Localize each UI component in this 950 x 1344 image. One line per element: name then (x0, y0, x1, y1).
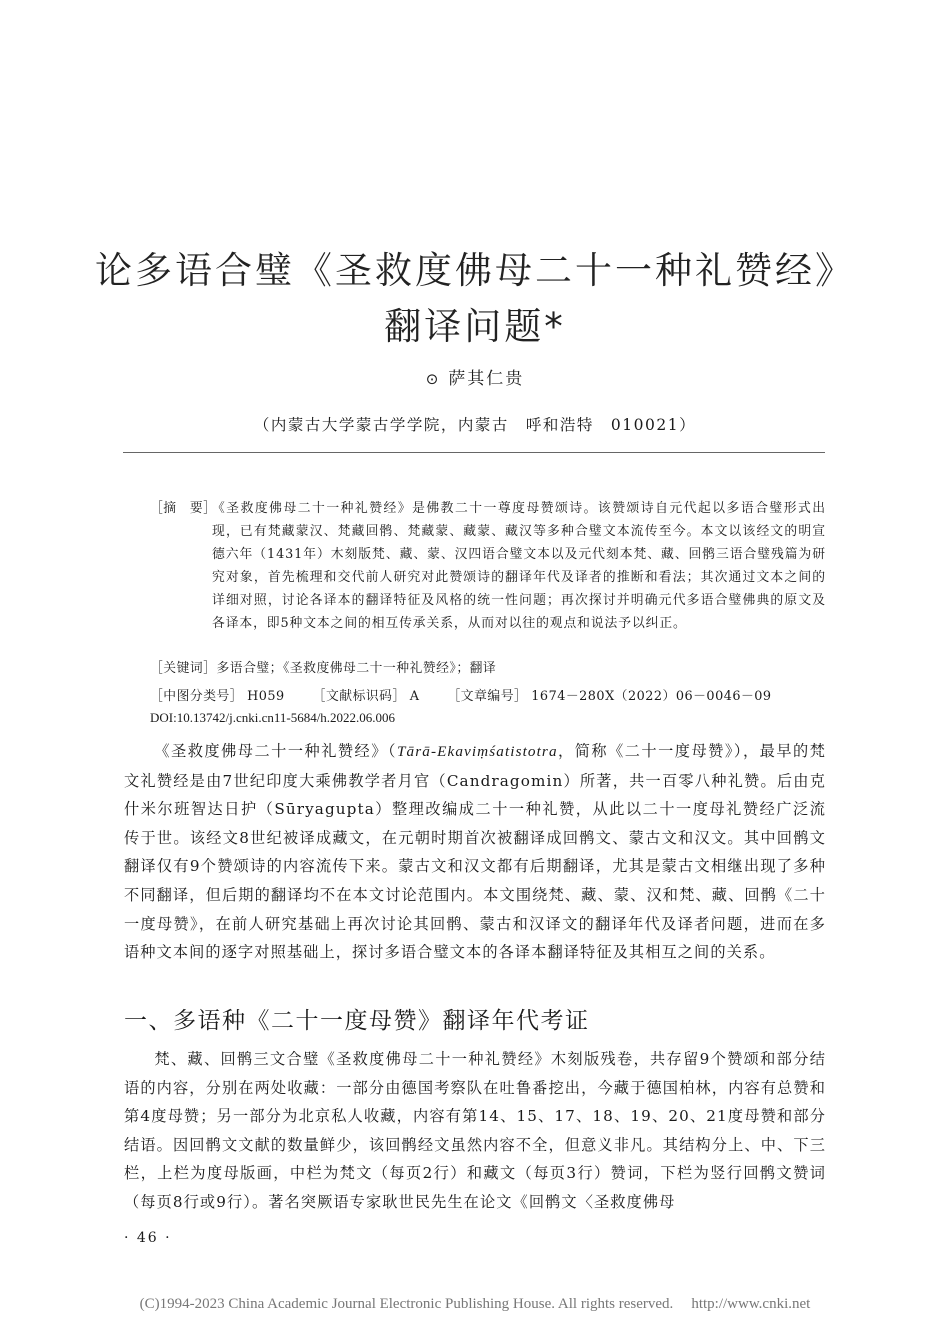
footer-copyright: (C)1994-2023 China Academic Journal Electronic Publishing House. All rights reserved. (139, 1296, 674, 1312)
article-number-value: 1674－280X（2022）06－0046－09 (531, 689, 772, 704)
author-mark-icon: ⊙ (425, 370, 441, 388)
keywords-label: ［关键词］ (150, 661, 217, 676)
article-title-line-2: 翻译问题* (384, 305, 566, 348)
doi-line: DOI:10.13742/j.cnki.cn11-5684/h.2022.06.006 (150, 710, 396, 725)
affiliation: （内蒙古大学蒙古学学院，内蒙古 呼和浩特 010021） (253, 416, 697, 434)
doc-code-value: A (409, 689, 420, 704)
article-number-label: ［文章编号］ (447, 689, 528, 704)
abstract-block (150, 497, 826, 635)
sanskrit-title: Tārā-Ekaviṃśatistotra (397, 743, 558, 760)
clc-value: H059 (247, 689, 285, 704)
author-name: 萨其仁贵 (448, 369, 525, 389)
section-heading: 一、多语种《二十一度母赞》翻译年代考证 (124, 1008, 590, 1034)
footer (0, 1296, 950, 1313)
section-paragraph: 梵、藏、回鹘三文合璧《圣救度佛母二十一种礼赞经》木刻版残卷，共存留9个赞颂和部分结语的内容，分别在两处收藏：一部分由德国考察队在吐鲁番挖出，今藏于德国柏林，内容有总赞和第4度母赞；另一部分为北京私人收藏，内容有第14、15、17、18、19、20、21度母赞和部分结语。因回鹘文文献的数量鲜少，该回鹘经文虽然内容不全，但意义非凡。其结构分上、中、下三栏，上栏为度母版画，中栏为梵文（每页2行）和藏文（每页3行）赞词，下栏为竖行回鹘文赞词（每页8行或9行）。著名突厥语专家耿世民先生在论文《回鹘文〈圣救度佛母 (124, 1050, 826, 1211)
keywords-line (150, 657, 496, 676)
intro-text-start: 《圣救度佛母二十一种礼赞经》（ (154, 742, 397, 760)
intro-paragraph (124, 737, 826, 967)
abstract-text: 《圣救度佛母二十一种礼赞经》是佛教二十一尊度母赞颂诗。该赞颂诗自元代起以多语合璧形式出现，已有梵藏蒙汉、梵藏回鹘、梵藏蒙、藏蒙、藏汉等多种合璧文本流传至今。本文以该经文的明宣德六年（1431年）木刻版梵、藏、蒙、汉四语合璧文本以及元代刻本梵、藏、回鹘三语合璧残篇为研究对象，首先梳理和交代前人研究对此赞颂诗的翻译年代及译者的推断和看法；其次通过文本之间的详细对照，讨论各译本的翻译特征及风格的统一性问题；再次探讨并明确元代多语合璧佛典的原文及各译本，即5种文本之间的相互传承关系，从而对以往的观点和说法予以纠正。 (212, 501, 826, 631)
keywords-text: 多语合璧；《圣救度佛母二十一种礼赞经》；翻译 (216, 661, 497, 676)
footer-site-link[interactable]: http://www.cnki.net (691, 1296, 811, 1312)
page-number: · 46 · (124, 1230, 172, 1246)
author-line (0, 364, 950, 389)
doc-code-label: ［文献标识码］ (312, 689, 406, 704)
article-title-line-1: 论多语合璧《圣救度佛母二十一种礼赞经》 (95, 249, 855, 292)
abstract-label: ［摘 要］ (150, 501, 217, 516)
classification-line (150, 685, 776, 704)
intro-text-rest: ，简称《二十一度母赞》），最早的梵文礼赞经是由7世纪印度大乘佛教学者月官（Candragomin）所著，共一百零八种礼赞。后由克什米尔班智达日护（Sūryagupta）整理改编成二十一种礼赞，从此以二十一度母礼赞经广泛流传于世。该经文8世纪被译成藏文，在元朝时期首次被翻译成回鹘文、蒙古文和汉文。其中回鹘文翻译仅有9个赞颂诗的内容流传下来。蒙古文和汉文都有后期翻译，尤其是蒙古文相继出现了多种不同翻译，但后期的翻译均不在本文讨论范围内。本文围绕梵、藏、蒙、汉和梵、藏、回鹘《二十一度母赞》，在前人研究基础上再次讨论其回鹘、蒙古和汉译文的翻译年代及译者问题，进而在多语种文本间的逐字对照基础上，探讨多语合璧文本的各译本翻译特征及其相互之间的关系。 (124, 742, 827, 962)
clc-label: ［中图分类号］ (150, 689, 244, 704)
header-divider (123, 452, 825, 453)
